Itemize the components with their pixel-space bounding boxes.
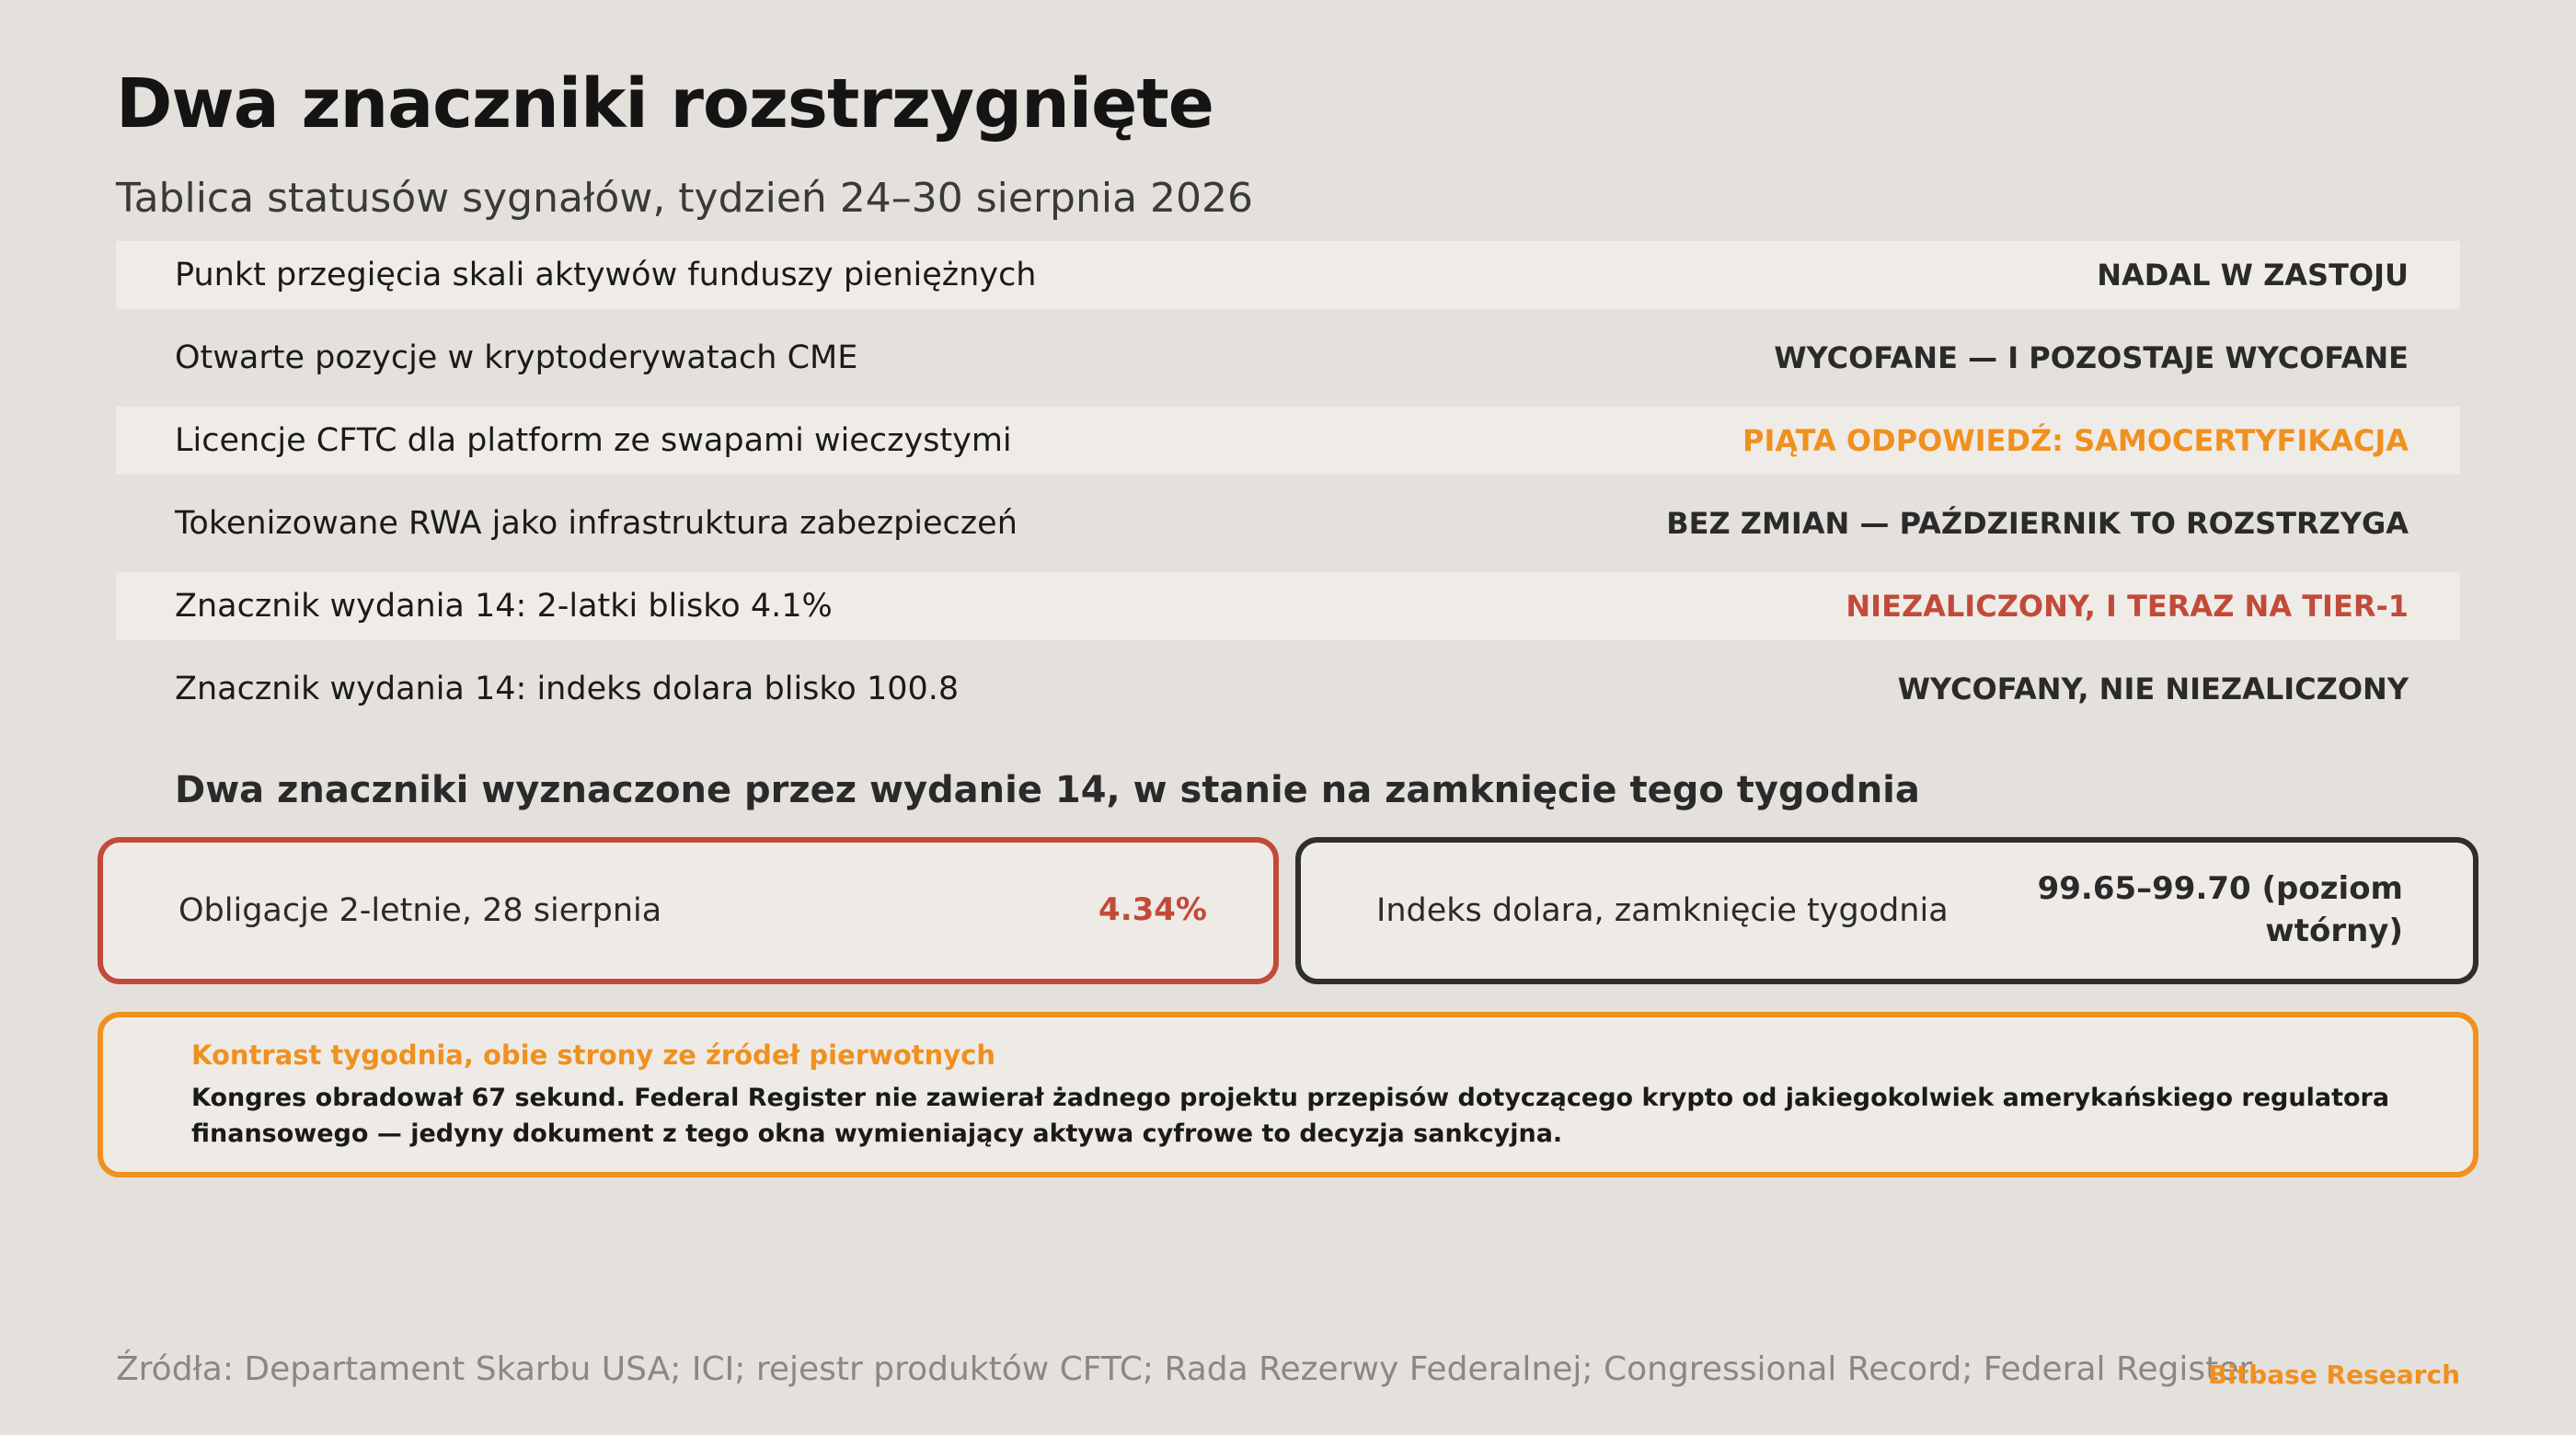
signal-status-table (116, 241, 2460, 738)
signal-row (116, 324, 2460, 392)
page-subtitle: Tablica statusów sygnałów, tydzień 24–30 sierpnia 2026 (116, 175, 1254, 222)
signal-label: Znacznik wydania 14: 2-latki blisko 4.1% (175, 588, 833, 625)
marker-label: Indeks dolara, zamknięcie tygodnia (1376, 892, 1949, 929)
signal-status: NIEZALICZONY, I TERAZ NA TIER-1 (1846, 589, 2409, 624)
weekly-contrast-box (98, 1012, 2478, 1177)
signal-label: Otwarte pozycje w kryptoderywatach CME (175, 339, 858, 376)
brand-logo-text: Bitbase Research (2207, 1360, 2460, 1390)
marker-value: 4.34% (1098, 891, 1207, 929)
signal-label: Licencje CFTC dla platform ze swapami wieczystymi (175, 422, 1012, 459)
contrast-title: Kontrast tygodnia, obie strony ze źródeł pierwotnych (191, 1039, 996, 1071)
sources-footnote: Źródła: Departament Skarbu USA; ICI; rejestr produktów CFTC; Rada Rezerwy Federalnej; Congressional Record; Federal Register. (116, 1350, 2260, 1388)
signal-status: BEZ ZMIAN — PAŹDZIERNIK TO ROZSTRZYGA (1666, 506, 2409, 541)
contrast-text: Kongres obradował 67 sekund. Federal Register nie zawierał żadnego projektu przepisów dotyczącego krypto od jakiegokolwiek amerykańskiego regulatora finansowego — jedyny dokument z tego okna wymieniający aktywa cyfrowe to decyzja sankcyjna. (191, 1084, 2390, 1149)
two-year-bond-marker (98, 837, 1279, 984)
page-title: Dwa znaczniki rozstrzygnięte (116, 64, 1213, 144)
signal-status: WYCOFANY, NIE NIEZALICZONY (1897, 672, 2409, 706)
marker-value: 99.65–99.70 (poziom wtórny) (2037, 870, 2403, 949)
signal-row (116, 241, 2460, 309)
markers-heading: Dwa znaczniki wyznaczone przez wydanie 14, w stanie na zamknięcie tego tygodnia (175, 769, 1920, 811)
signal-row (116, 407, 2460, 475)
signal-status: WYCOFANE — I POZOSTAJE WYCOFANE (1774, 340, 2409, 375)
signal-row (116, 572, 2460, 640)
signal-status: PIĄTA ODPOWIEDŹ: SAMOCERTYFIKACJA (1742, 423, 2409, 458)
signal-row (116, 655, 2460, 723)
signal-status: NADAL W ZASTOJU (2097, 258, 2409, 293)
signal-label: Tokenizowane RWA jako infrastruktura zabezpieczeń (175, 505, 1018, 542)
signal-label: Znacznik wydania 14: indeks dolara blisko 100.8 (175, 671, 960, 707)
dollar-index-marker (1295, 837, 2478, 984)
signal-label: Punkt przegięcia skali aktywów funduszy pieniężnych (175, 257, 1037, 293)
marker-label: Obligacje 2-letnie, 28 sierpnia (178, 892, 662, 929)
signal-row (116, 489, 2460, 557)
